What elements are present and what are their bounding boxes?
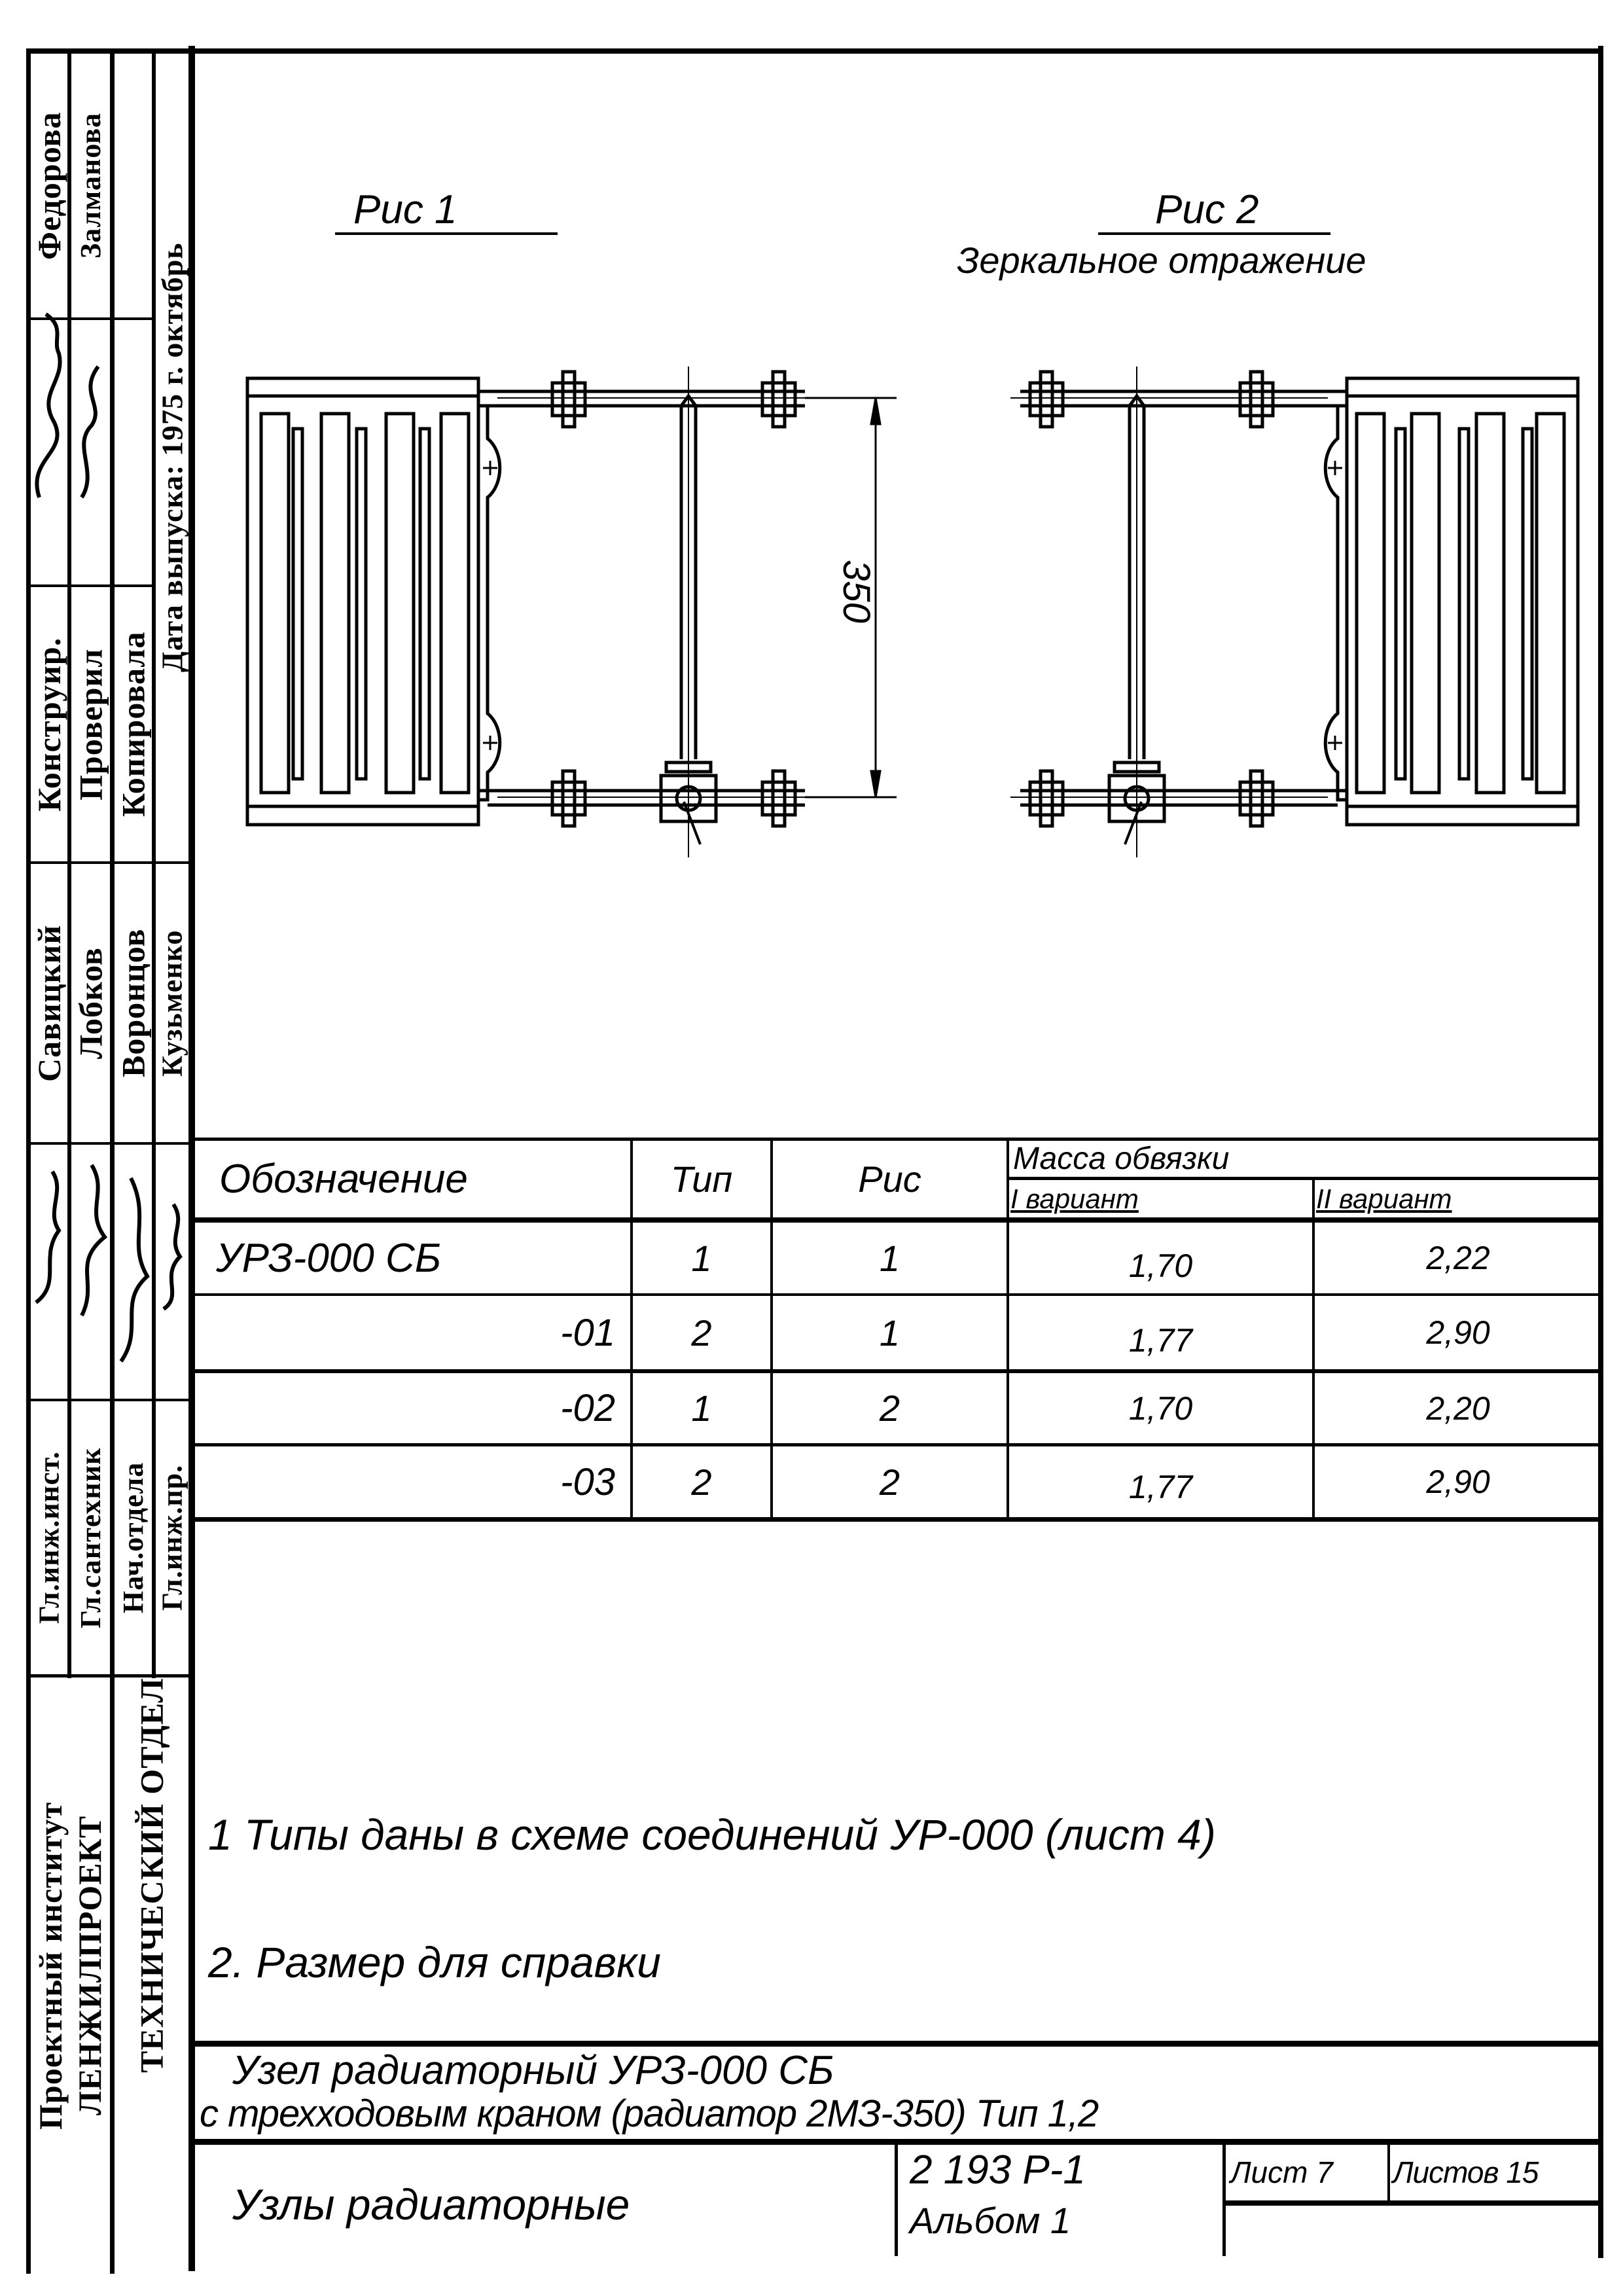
position-chief-plumber: Гл.сантехник [75, 1447, 107, 1628]
document-code: 2 193 Р-1 [910, 2147, 1086, 2193]
row-3-variant-2: 2,20 [1426, 1390, 1490, 1427]
header-variant-2: II вариант [1316, 1183, 1452, 1214]
department-name: ТЕХНИЧЕСКИЙ ОТДЕЛ [133, 1677, 170, 2073]
sheet-number: Лист 7 [1230, 2155, 1333, 2189]
radiator-drawings [0, 0, 1623, 916]
role-konstruir: Конструир. [31, 637, 67, 812]
header-figure: Рис [858, 1158, 921, 1200]
role-kopirovala: Копировала [115, 631, 152, 817]
title-block-line [192, 2041, 1601, 2047]
row-4-figure: 2 [879, 1461, 901, 1503]
signature-savitsky [36, 1172, 59, 1302]
row-1-type: 1 [691, 1237, 712, 1279]
row-1-variant-2: 2,22 [1426, 1240, 1490, 1276]
row-2-type: 2 [691, 1312, 712, 1354]
signature-vorontsov [121, 1178, 147, 1361]
row-1-designation: УРЗ-000 СБ [216, 1235, 442, 1281]
sheet-count: Листов 15 [1393, 2155, 1539, 2189]
fig2-label: Рис 2 [1155, 187, 1259, 232]
row-1-figure: 1 [879, 1237, 901, 1279]
row-3-figure: 2 [879, 1388, 901, 1429]
album-number: Альбом 1 [910, 2200, 1071, 2241]
row-4-variant-1: 1,77 [1128, 1469, 1193, 1505]
title-block-line [192, 2139, 1601, 2145]
name-lobkov: Лобков [72, 947, 109, 1059]
row-3-variant-1: 1,70 [1128, 1390, 1193, 1427]
institute-label: Проектный институт [32, 1801, 69, 2130]
role-proveril: Проверил [72, 648, 109, 800]
title-block-line [1222, 2200, 1601, 2206]
row-2-variant-1: 1,77 [1128, 1322, 1193, 1359]
note-2: 2. Размер для справки [208, 1938, 661, 1986]
row-4-designation: -03 [560, 1460, 615, 1503]
header-mass: Масса обвязки [1013, 1141, 1230, 1176]
signature-kuzmenko [164, 1204, 180, 1309]
position-chief-project-engineer: Гл.инж.пр. [156, 1464, 188, 1611]
radiator-figure-2-mirrored [1010, 367, 1578, 857]
series-title: Узлы радиаторные [232, 2180, 630, 2229]
title-block-line [895, 2145, 898, 2256]
row-2-designation: -01 [560, 1311, 615, 1354]
header-variant-1: I вариант [1010, 1183, 1139, 1214]
fig1-label: Рис 1 [353, 187, 457, 232]
name-savitsky: Савицкий [31, 924, 67, 1082]
header-designation: Обозначение [219, 1157, 468, 1202]
radiator-figure-1 [247, 367, 815, 857]
release-date: Дата выпуска: 1975 г. октябрь [155, 242, 189, 673]
name-kuzmenko: Кузьменко [156, 929, 188, 1077]
position-chief-engineer-institute: Гл.инж.инст. [33, 1451, 65, 1624]
table-line [192, 1517, 1601, 1522]
table-line [192, 1217, 1601, 1223]
header-type: Тип [670, 1158, 733, 1200]
name-vorontsov: Воронцов [115, 928, 152, 1078]
note-1: 1 Типы даны в схеме соединений УР-000 (лист 4) [208, 1810, 1216, 1859]
row-4-type: 2 [691, 1461, 712, 1503]
dimension-350: 350 [834, 560, 878, 623]
row-3-designation: -02 [560, 1387, 615, 1429]
row-2-variant-2: 2,90 [1426, 1314, 1490, 1351]
name-fedorova: Федорова [31, 111, 67, 260]
fig2-caption: Зеркальное отражение [957, 240, 1366, 281]
row-1-variant-1: 1,70 [1128, 1247, 1193, 1284]
institute-name: ЛЕНЖИЛПРОЕКТ [71, 1815, 108, 2116]
signature-lobkov [82, 1165, 105, 1316]
assembly-name-line-2: с трехходовым краном (радиатор 2МЗ-350) Тип 1,2 [200, 2092, 1099, 2135]
title-block-line [1387, 2145, 1390, 2204]
row-2-figure: 1 [879, 1312, 901, 1354]
assembly-name-line-1: Узел радиаторный УРЗ-000 СБ [232, 2048, 834, 2093]
row-3-type: 1 [691, 1388, 712, 1429]
position-department-head: Нач.отдела [117, 1462, 149, 1614]
row-4-variant-2: 2,90 [1426, 1463, 1490, 1500]
name-zalmanova: Залманова [75, 113, 107, 259]
